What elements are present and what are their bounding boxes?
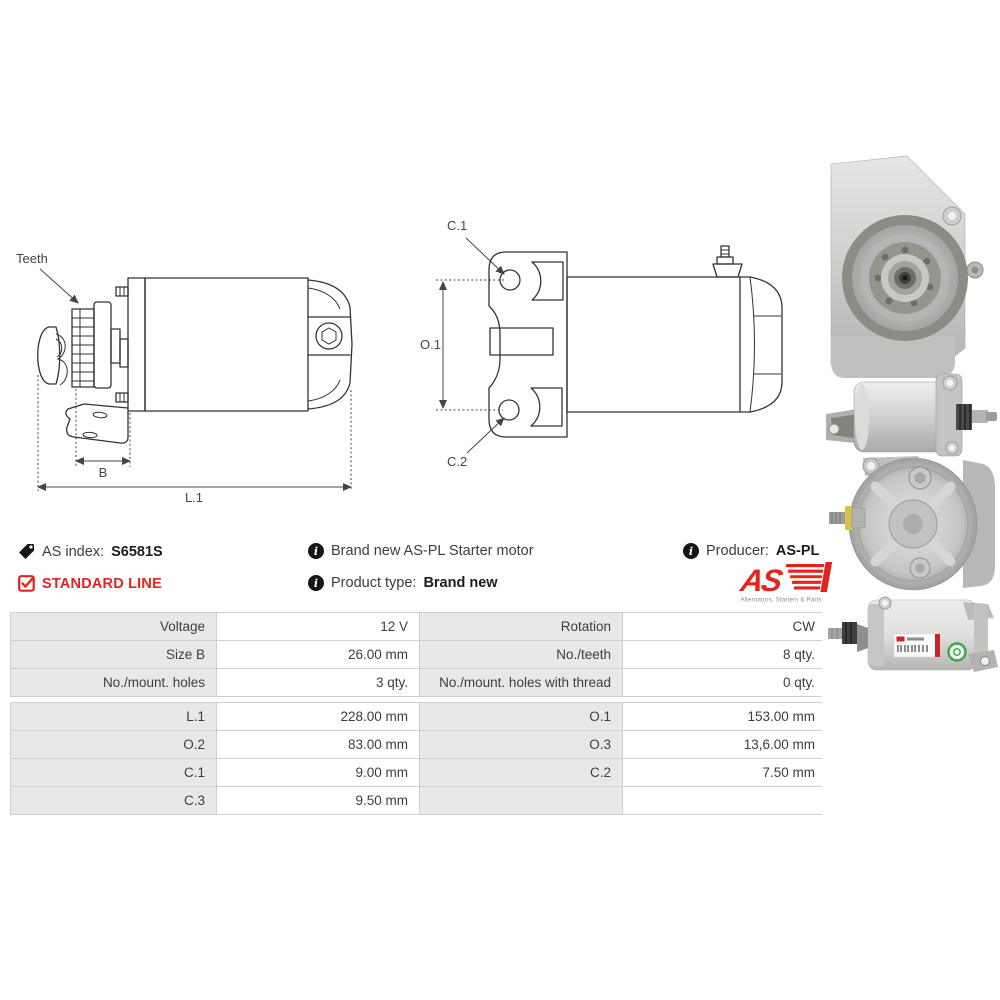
as-pl-logo (723, 560, 843, 604)
spec-value: 9.50 mm (217, 787, 419, 814)
producer-value: AS-PL (775, 543, 820, 559)
spec-label: O.3 (420, 731, 622, 758)
spec-value: 7.50 mm (623, 759, 826, 786)
producer-label: Producer: (706, 543, 769, 559)
teeth-label: Teeth (16, 251, 48, 266)
tag-icon (18, 543, 35, 560)
spec-label: L.1 (11, 703, 216, 730)
product-photo-front (815, 150, 1000, 395)
product-type-label: Product type: (331, 575, 417, 591)
spec-value: 13,6.00 mm (623, 731, 826, 758)
info-icon: i (683, 543, 699, 559)
spec-value: 0 qty. (623, 669, 826, 696)
spec-value (623, 787, 826, 814)
spec-label: C.3 (11, 787, 216, 814)
as-index-value: S6581S (111, 543, 163, 560)
product-photo-side-label (828, 592, 1000, 684)
technical-drawing-side-view (8, 243, 360, 505)
standard-line-row (18, 575, 162, 592)
product-type-row (308, 575, 498, 591)
spec-label: O.1 (420, 703, 622, 730)
info-icon: i (308, 575, 324, 591)
spec-label: O.2 (11, 731, 216, 758)
spec-value: 228.00 mm (217, 703, 419, 730)
as-logo-text: AS (738, 563, 784, 598)
spec-table (10, 612, 822, 815)
dim-o1-label: O.1 (420, 337, 441, 352)
info-icon: i (308, 543, 324, 559)
standard-line-label: STANDARD LINE (42, 575, 162, 592)
technical-drawing-flange-view (420, 196, 792, 492)
spec-value: 153.00 mm (623, 703, 826, 730)
spec-label: C.1 (11, 759, 216, 786)
dim-c2-label: C.2 (447, 454, 468, 469)
spec-label: No./teeth (420, 641, 622, 668)
spec-label: Size B (11, 641, 216, 668)
product-photo-rear-cover (825, 448, 1000, 598)
spec-label: Voltage (11, 613, 216, 640)
dim-b-label: B (98, 465, 108, 480)
dim-l1-label: L.1 (184, 490, 204, 505)
producer-row (683, 543, 819, 559)
brand-new-row (308, 543, 534, 559)
spec-label: C.2 (420, 759, 622, 786)
spec-table-group-1 (10, 612, 822, 697)
checked-checkbox-icon (18, 575, 35, 592)
spec-value: 8 qty. (623, 641, 826, 668)
product-type-value: Brand new (423, 575, 498, 591)
spec-table-group-2 (10, 702, 822, 815)
as-logo-mark (737, 562, 832, 598)
spec-label (420, 787, 622, 814)
logo-tagline: Alternators, Starters & Parts (740, 596, 822, 604)
spec-label: Rotation (420, 613, 622, 640)
spec-value: 26.00 mm (217, 641, 419, 668)
spec-value: 9.00 mm (217, 759, 419, 786)
spec-label: No./mount. holes with thread (420, 669, 622, 696)
spec-value: 3 qty. (217, 669, 419, 696)
spec-value: 83.00 mm (217, 731, 419, 758)
spec-value: 12 V (217, 613, 419, 640)
c1-arrow (466, 238, 504, 274)
spec-label: No./mount. holes (11, 669, 216, 696)
as-index-label: AS index: (42, 543, 105, 560)
brand-new-text: Brand new AS-PL Starter motor (331, 543, 534, 559)
dim-c1-label: C.1 (447, 218, 468, 233)
as-index-row (18, 543, 163, 560)
spec-value: CW (623, 613, 826, 640)
teeth-arrow (40, 269, 78, 303)
